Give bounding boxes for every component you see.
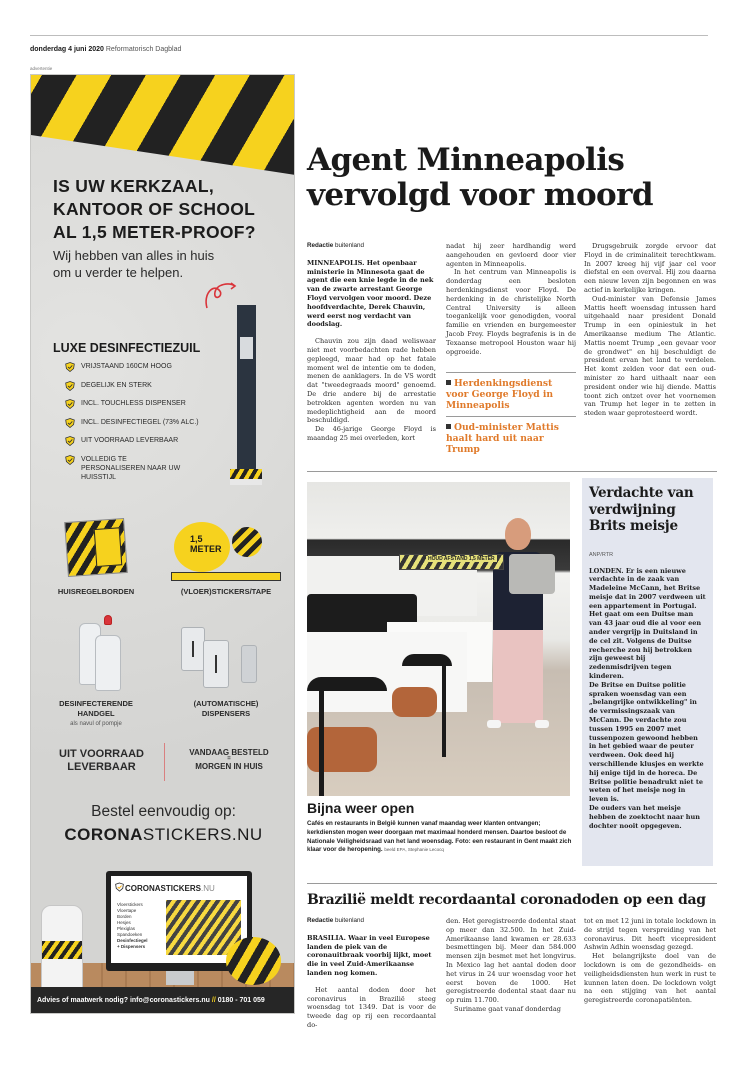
byline: Redactie buitenland <box>307 917 365 924</box>
bottle-cap <box>104 615 112 625</box>
tape-roll-image <box>232 527 262 557</box>
feature-item: DEGELIJK EN STERK <box>65 381 199 391</box>
shield-check-icon <box>65 436 75 446</box>
article-lead: BRASILIA. Waar in veel Europese landen de piek van de coronauitbraak voorbij lijkt, moet die in veel Zuid-Amerikaanse landen nog komen. <box>307 933 432 977</box>
feature-list <box>65 362 199 490</box>
main-article-col2: nadat hij zeer hardhandig werd aangehouden en gevloerd door vier agenten in Minneapolis. In het centrum van Minneapolis is donderdag een besloten herdenkingsdienst voor Floyd. De herdenking in de christelijke North Central University is alleen toegankelijk voor genodigden, vooral familie en vrienden en burgemeester Jacob Frey. Floyds begrafenis is in de Texaanse metropool Houston waar hij opgroeide. <box>446 242 576 356</box>
shield-check-icon <box>65 418 75 428</box>
disinfection-pillar-image <box>237 305 256 470</box>
pillar-base-image <box>230 469 262 485</box>
handgel-refill-bottle-image <box>95 635 121 691</box>
sidebar-article <box>582 478 713 866</box>
shield-check-icon <box>115 882 124 892</box>
restaurant-photo <box>307 482 570 796</box>
tape-roll-image <box>226 937 281 985</box>
sidebar-headline: Verdachte van verdwijning Brits meisje <box>589 485 694 534</box>
section-divider <box>307 471 717 472</box>
product-note: als navul of pompje <box>70 721 122 727</box>
section-divider <box>307 883 717 884</box>
advertisement-label: advertentie <box>30 66 53 71</box>
related-link[interactable]: Herdenkingsdienst voor George Floyd in Minneapolis <box>446 378 554 411</box>
divider <box>446 416 576 417</box>
brazil-headline: Brazilië meldt recordaantal coronadoden op een dag <box>307 892 706 908</box>
dispenser-image <box>203 640 229 688</box>
monitor-product-list: Vloerstickers Vloertape Borden Hesjes Plexiglas Spandoeken Desinfectiegel + Dispensers <box>117 902 148 949</box>
sidebar-body: LONDEN. Er is een nieuwe verdachte in de zaak van Madeleine McCann, het Britse meisje dat in 2007 verdween uit een appartement in Portugal. Het gaat om een Duitse man van 43 jaar oud die al voor een ander vergrijp in Duitsland in de cel zit. Volgens de Duitse recherche zou hij betrokken zijn geweest bij zedenmisdrijven tegen kinderen. De Britse en Duitse politie spraken woensdag van een „belangrijke ontwikkeling" in de vermissingszaak van McCann. De verdachte zou tussen 1995 en 2007 met tussenpozen gewoond hebben in het gebied waar de peuter verdween. Ook deed hij verschillende klusjes en werkte hij enige tijd in de horeca. De Britse politie benadrukt niet te weten of het meisje nog in leven is. De ouders van het meisje hebben de zoektocht naar hun dochter nooit opgegeven. <box>589 566 706 830</box>
contact-email[interactable]: Advies of maatwerk nodig? info@coronastickers.nu <box>37 997 210 1004</box>
product-title: LUXE DESINFECTIEZUIL <box>53 341 201 355</box>
distance-banner: HOUD AFSTAND 1,5 METER <box>399 554 504 570</box>
stock-availability: UIT VOORRAAD LEVERBAAR <box>59 748 144 773</box>
ad-subline: Wij hebben van alles in huis om u verder te helpen. <box>53 248 215 280</box>
square-bullet-icon <box>446 380 451 385</box>
main-headline: Agent Minneapolis vervolgd voor moord <box>307 142 653 213</box>
floor-sticker-image: 1,5 METER <box>174 522 230 572</box>
top-rule <box>30 35 708 36</box>
product-label-handgel: DESINFECTERENDE HANDGEL als navul of pompje <box>41 699 151 729</box>
floor-strip-image <box>171 572 281 581</box>
brazil-article-col1: Redactie buitenland BRASILIA. Waar in veel Europese landen de piek van de coronauitbraak voorbij lijkt, moet die in veel Zuid-Amerikaanse landen nog komen. Het aantal doden door het coronavirus in Brazilië steeg woensdag tot 1349. Dat is voor de tweede dag op rij een recordaantal do- <box>307 917 436 1029</box>
website-link[interactable]: CORONASTICKERS.NU <box>64 825 263 844</box>
publication-name: Reformatorisch Dagblad <box>105 46 182 53</box>
monitor-screen <box>111 876 247 963</box>
product-label-signs: HUISREGELBORDEN <box>57 587 135 596</box>
shield-check-icon <box>65 399 75 409</box>
byline: Redactie buitenland <box>307 242 365 249</box>
square-bullet-icon <box>446 424 451 429</box>
product-label-dispensers: (AUTOMATISCHE) DISPENSERS <box>193 699 259 718</box>
spray-bottle-image <box>41 905 83 1000</box>
shield-check-icon <box>65 362 75 372</box>
shield-check-icon <box>65 455 75 465</box>
advertisement <box>30 74 295 1014</box>
product-label-stickers: (VLOER)STICKERS/TAPE <box>180 587 272 596</box>
article-lead: MINNEAPOLIS. Het openbaar ministerie in Minnesota gaat de agent die een knie legde in de nek van de zwarte arrestant George Floyd vervolgen voor moord. Deze hoofdverdachte, Derek Chauvin, werd eerst nog verdacht van doodslag. <box>307 258 434 329</box>
photo-credit: beeld EPA, Stephanie Lecocq <box>384 847 444 853</box>
red-divider <box>164 743 165 781</box>
photo-title: Bijna weer open <box>307 800 415 816</box>
main-article-col1: Redactie buitenland MINNEAPOLIS. Het openbaar ministerie in Minnesota gaat de agent die een knie legde in de nek van de zwarte arrestant George Floyd vervolgen voor moord. Deze hoofdverdachte, Derek Chauvin, werd eerst nog verdacht van doodslag. Chauvin zou zijn daad weliswaar niet met voorbedachten rade hebben gepleegd, maar had op het fatale moment wel de intentie om te doden, menen de aanklagers. In de VS wordt dat "tweedegraads moord" genoemd. De drie andere bij de arrestatie betrokken agenten worden nu van medeplichtigheid aan de moord beschuldigd. De 46-jarige George Floyd is maandag 25 mei overleden, kort <box>307 242 436 442</box>
page-dateline <box>30 46 181 53</box>
warning-stripes-graphic <box>31 75 295 175</box>
feature-item: UIT VOORRAAD LEVERBAAR <box>65 436 199 446</box>
ad-headline: IS UW KERKZAAL, KANTOOR OF SCHOOL AL 1,5 METER-PROOF? <box>53 176 256 242</box>
monitor-stand <box>166 971 194 985</box>
elbow-dispenser-image <box>241 645 257 683</box>
feature-item: INCL. TOUCHLESS DISPENSER <box>65 399 199 409</box>
ad-contact-footer: Advies of maatwerk nodig? info@coronastickers.nu // 0180 - 701 059 <box>31 987 295 1014</box>
contact-phone[interactable]: 0180 - 701 059 <box>217 997 265 1004</box>
photo-caption: Cafés en restaurants in België kunnen vanaf maandag weer klanten ontvangen; kerkdiensten mogen weer doorgaan met maximaal honderd mensen. Daartoe besloot de Nationale Veiligheidsraad van het land woensdag. Foto: een restaurant in Gent maakt zich klaar voor de heropening. beeld EPA, Stephanie Lecocq <box>307 820 572 854</box>
house-rules-signs-image <box>64 518 128 577</box>
issue-date: donderdag 4 juni 2020 <box>30 46 104 53</box>
divider <box>446 372 576 373</box>
delivery-promise: VANDAAG BESTELD = MORGEN IN HUIS <box>189 748 269 771</box>
swirl-arrow-icon <box>203 280 237 310</box>
feature-item: INCL. DESINFECTIEGEL (73% ALC.) <box>65 418 199 428</box>
brazil-article-col2: den. Het geregistreerde dodental staat op meer dan 32.500. In het Zuid-Amerikaanse land kwamen er 28.633 besmettingen bij. Meer dan 584.000 mensen zijn besmet met het longvirus. In Mexico lag het aantal doden door het virus in 24 uur woensdag voor het eerst boven de 1000. Het geregistreerde dodental staat daar nu op ruim 11.700. Suriname gaat vanaf donderdag <box>446 917 576 1013</box>
related-link[interactable]: Oud-minister Mattis haalt hard uit naar Trump <box>446 422 559 455</box>
main-article-col3: Drugsgebruik zorgde ervoor dat Floyd in de criminaliteit terechtkwam. In 2007 kreeg hij vijf jaar cel voor diefstal en een overval. Hij zou daarna een nieuw leven zijn begonnen en was actief in kerkelijke kringen. Oud-minister van Defensie James Mattis heeft woensdag intussen hard uitgehaald naar president Donald Trump in een opiniestuk in het Amerikaanse medium The Atlantic. Mattis noemt Trump „een gevaar voor de grondwet" en hij beschuldigt de president ervan het land te verdelen. Het komt zelden voor dat een oud-minister zo hard uithaalt naar een president onder wie hij diende. Mattis toont zich ontzet over het voornemen van Trump het leger in te zetten in steden waar geprotesteerd wordt. <box>584 242 716 418</box>
monitor-brand: CORONASTICKERS.NU <box>125 884 215 893</box>
dispenser-image <box>181 627 205 671</box>
feature-item: VRIJSTAAND 160CM HOOG <box>65 362 199 372</box>
agency-credit: ANP/RTR <box>589 551 614 558</box>
order-prompt: Bestel eenvoudig op: <box>91 803 236 820</box>
shield-check-icon <box>65 381 75 391</box>
brazil-article-col3: tot en met 12 juni in totale lockdown in de strijd tegen verspreiding van het coronavirus. Dit heeft vicepresident Ashwin Adhin woensdag gezegd. Het belangrijkste doel van de lockdown is om de gezondheids- en veiligheidsdiensten hun werk in rust te kunnen laten doen. De lockdown volgt na een stijging van het aantal geregistreerde coronapatiënten. <box>584 917 716 1005</box>
feature-item: VOLLEDIG TE PERSONALISEREN NAAR UW HUISSTIJL <box>65 455 199 482</box>
